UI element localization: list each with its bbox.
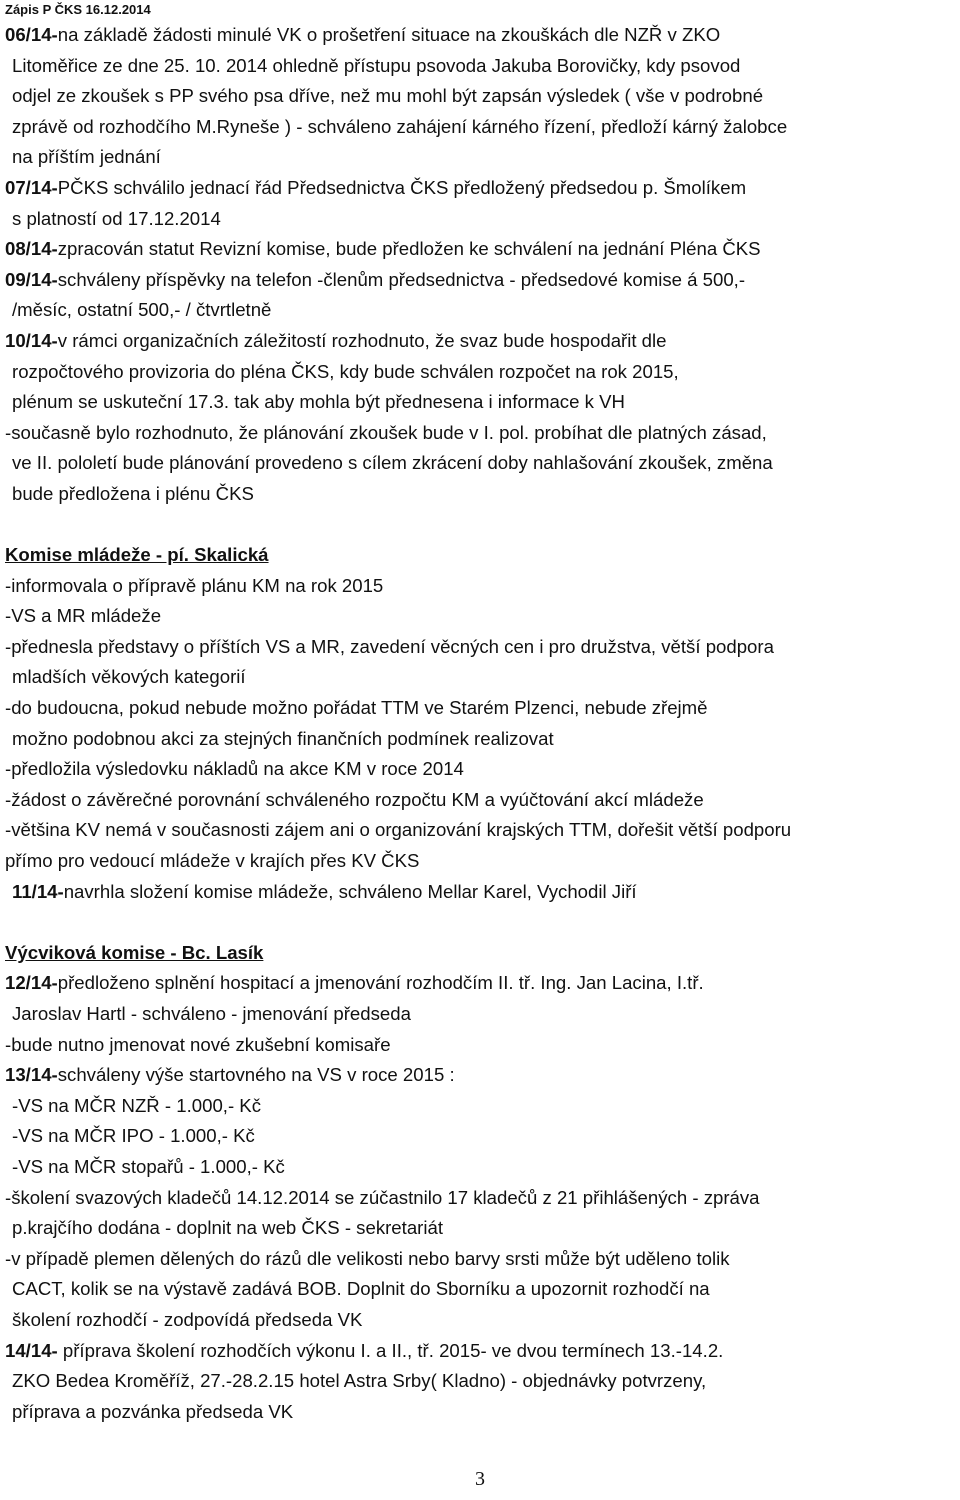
text-line: [5, 1091, 957, 1122]
line-text: školení rozhodčí - zodpovídá předseda VK: [12, 1308, 363, 1330]
text-line: [5, 754, 957, 785]
line-text: rozpočtového provizoria do pléna ČKS, kdy bude schválen rozpočet na rok 2015,: [12, 360, 679, 382]
text-line: [5, 1366, 957, 1397]
text-line: [5, 662, 957, 693]
line-text: -současně bylo rozhodnuto, že plánování zkoušek bude v I. pol. probíhat dle platných zásad,: [5, 421, 767, 443]
line-text: příprava a pozvánka předseda VK: [12, 1400, 294, 1422]
line-text: -v případě plemen dělených do rázů dle velikosti nebo barvy srsti může být uděleno tolik: [5, 1247, 730, 1269]
text-line: [5, 51, 957, 82]
text-line: [5, 785, 957, 816]
line-text: Jaroslav Hartl - schváleno - jmenování předseda: [12, 1003, 411, 1024]
line-text: -školení svazových kladečů 14.12.2014 se zúčastnilo 17 kladečů z 21 přihlášených - zpráva: [5, 1186, 760, 1208]
text-line: [5, 81, 957, 112]
text-line: [5, 815, 957, 846]
text-line: [5, 999, 957, 1030]
text-line: [5, 846, 957, 877]
item-number: 12/14-: [5, 972, 58, 994]
blank-line: [5, 907, 957, 938]
item-number: 09/14-: [5, 268, 58, 290]
item-number: 08/14-: [5, 238, 58, 260]
line-text: -přednesla představy o příštích VS a MR, zavedení věcných cen i pro družstva, větší podpora: [5, 635, 774, 657]
text-line: [5, 1183, 957, 1214]
text-line: [5, 418, 957, 449]
line-text: -VS na MČR stopařů - 1.000,- Kč: [12, 1155, 285, 1177]
line-text: -většina KV nemá v současnosti zájem ani o organizování krajských TTM, dořešit větší podporu: [5, 819, 792, 841]
document-body: [5, 20, 957, 1427]
text-line: [5, 234, 957, 265]
text-line: [5, 724, 957, 755]
text-line: [5, 204, 957, 235]
text-line: [5, 326, 957, 357]
line-text: -VS na MČR IPO - 1.000,- Kč: [12, 1125, 255, 1147]
line-text: ZKO Bedea Kroměříž, 27.-28.2.15 hotel Astra Srby( Kladno) - objednávky potvrzeny,: [12, 1370, 707, 1392]
line-text: CACT, kolik se na výstavě zadává BOB. Doplnit do Sborníku a upozornit rozhodčí na: [12, 1278, 710, 1300]
text-line: [5, 1274, 957, 1305]
text-line: [5, 112, 957, 143]
line-text: -informovala o přípravě plánu KM na rok 2015: [5, 574, 384, 596]
item-number: 11/14-: [12, 880, 64, 902]
document-header: Zápis P ČKS 16.12.2014: [5, 2, 151, 17]
line-text: schváleny výše startovného na VS v roce 2015 :: [57, 1064, 455, 1086]
line-text: -žádost o závěrečné porovnání schváleného rozpočtu KM a vyúčtování akcí mládeže: [5, 788, 704, 810]
item-number: 10/14-: [5, 329, 58, 351]
line-text: odjel ze zkoušek s PP svého psa dříve, než mu mohl být zapsán výsledek ( vše v podrobné: [12, 85, 764, 107]
line-text: příprava školení rozhodčích výkonu I. a II., tř. 2015- ve dvou termínech 13.-14.2.: [57, 1339, 724, 1361]
text-line: [5, 1152, 957, 1183]
line-text: -VS a MR mládeže: [5, 605, 162, 627]
blank-line: [5, 510, 957, 541]
line-text: plénum se uskuteční 17.3. tak aby mohla být přednesena i informace k VH: [12, 391, 625, 413]
text-line: [5, 1121, 957, 1152]
text-line: [5, 1336, 957, 1367]
text-line: [5, 265, 957, 296]
text-line: [5, 357, 957, 388]
text-line: [5, 173, 957, 204]
page-number: 3: [475, 1468, 485, 1490]
item-number: 14/14-: [5, 1339, 58, 1361]
line-text: s platností od 17.12.2014: [12, 207, 221, 229]
line-text: schváleny příspěvky na telefon -členům předsednictva - předsedové komise á 500,-: [57, 268, 746, 290]
line-text: v rámci organizačních záležitostí rozhodnuto, že svaz bude hospodařit dle: [57, 329, 667, 351]
text-line: [5, 601, 957, 632]
line-text: ve II. pololetí bude plánování provedeno s cílem zkrácení doby nahlašování zkoušek, změna: [12, 452, 773, 474]
line-text: -bude nutno jmenovat nové zkušební komisaře: [5, 1033, 391, 1055]
line-text: mladších věkových kategorií: [12, 666, 246, 688]
text-line: [5, 1060, 957, 1091]
text-line: [5, 571, 957, 602]
text-line: [5, 1213, 957, 1244]
line-text: -do budoucna, pokud nebude možno pořádat TTM ve Starém Plzenci, nebude zřejmě: [5, 697, 708, 719]
line-text: na příštím jednání: [12, 146, 161, 168]
line-text: -VS na MČR NZŘ - 1.000,- Kč: [12, 1094, 262, 1116]
text-line: [5, 20, 957, 51]
text-line: [5, 968, 957, 999]
section-heading-text: Výcviková komise - Bc. Lasík: [5, 941, 264, 963]
line-text: PČKS schválilo jednací řád Předsednictva ČKS předložený předsedou p. Šmolíkem: [57, 176, 747, 198]
line-text: p.krajčího dodána - doplnit na web ČKS - sekretariát: [12, 1217, 443, 1239]
section-heading-text: Komise mládeže - pí. Skalická: [5, 544, 269, 566]
line-text: přímo pro vedoucí mládeže v krajích přes KV ČKS: [5, 850, 420, 872]
line-text: navrhla složení komise mládeže, schváleno Mellar Karel, Vychodil Jiří: [63, 880, 637, 902]
text-line: [5, 693, 957, 724]
line-text: zpracován statut Revizní komise, bude předložen ke schválení na jednání Pléna ČKS: [57, 238, 761, 260]
text-line: [5, 479, 957, 510]
text-line: [5, 1244, 957, 1275]
line-text: předloženo splnění hospitací a jmenování rozhodčím II. tř. Ing. Jan Lacina, I.tř.: [57, 972, 704, 994]
text-line: [5, 1305, 957, 1336]
line-text: /měsíc, ostatní 500,- / čtvrtletně: [12, 299, 272, 321]
line-text: možno podobnou akci za stejných finančních podmínek realizovat: [12, 727, 554, 749]
text-line: [5, 877, 957, 908]
item-number: 06/14-: [5, 24, 58, 45]
line-text: na základě žádosti minulé VK o prošetření situace na zkouškách dle NZŘ v ZKO: [57, 24, 721, 45]
item-number: 07/14-: [5, 176, 58, 198]
line-text: -předložila výsledovku nákladů na akce KM v roce 2014: [5, 758, 464, 780]
text-line: [5, 295, 957, 326]
section-heading: [5, 540, 957, 571]
line-text: Litoměřice ze dne 25. 10. 2014 ohledně přístupu psovoda Jakuba Borovičky, kdy psovod: [12, 54, 741, 76]
line-text: zprávě od rozhodčího M.Ryneše ) - schváleno zahájení kárného řízení, předloží kárný žalobce: [12, 115, 788, 137]
text-line: [5, 142, 957, 173]
text-line: [5, 1030, 957, 1061]
text-line: [5, 1397, 957, 1428]
section-heading: [5, 938, 957, 969]
text-line: [5, 448, 957, 479]
line-text: bude předložena i plénu ČKS: [12, 482, 254, 504]
item-number: 13/14-: [5, 1064, 58, 1086]
text-line: [5, 632, 957, 663]
text-line: [5, 387, 957, 418]
